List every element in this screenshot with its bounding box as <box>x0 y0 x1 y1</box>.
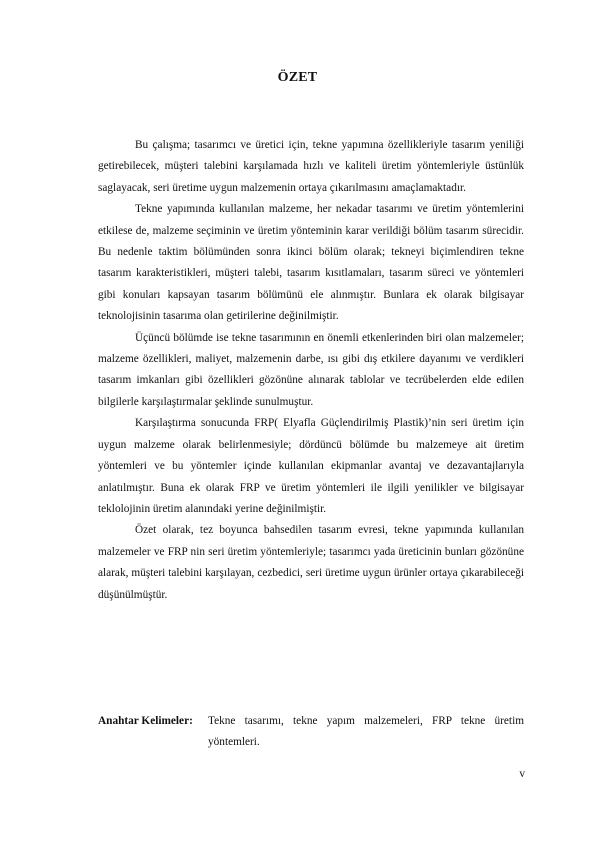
paragraph: Özet olarak, tez boyunca bahsedilen tasarım evresi, tekne yapımında kullanılan malzemeler ve FRP nin seri üretim yöntemleriyle; tasarımcı yada üreticinin bunları gözönüne alarak, müşteri talebini karşılayan, cezbedici, seri üretime uygun ürünler ortaya çıkarabileceği düşünülmüştür. <box>98 524 524 601</box>
page-number: v <box>519 768 525 780</box>
keywords-label: Anahtar Kelimeler: <box>98 715 193 727</box>
paragraph: Karşılaştırma sonucunda FRP( Elyafla Güçlendirilmiş Plastik)’nin seri üretim için uygun malzeme olarak belirlenmesiyle; dördüncü bölümde bu malzemeye ait üretim yöntemleri ve bu yöntemler içinde kullanılan ekipmanlar avantaj ve dezavantajlarıyla anlatılmıştır. Buna ek olarak FRP ve üretim yöntemleri ile ilgili yenilikler ve bilgisayar teklolojinin üretim alanındaki yerine değinilmiştir. <box>98 417 524 515</box>
paragraph: Tekne yapımında kullanılan malzeme, her nekadar tasarımı ve üretim yöntemlerini etkilese de, malzeme seçiminin ve üretim yönteminin karar verildiği bölüm tasarım sürecidir. Bu nedenle taktim bölümünden sonra ikinci bölüm olarak; tekneyi biçimlendiren tekne tasarım karakteristikleri, müşteri talebi, tasarım kısıtlamaları, tasarım süreci ve yöntemleri gibi konuları kapsayan tasarım bölümünü ele alınmıştır. Bunlara ek olarak bilgisayar teknolojisinin tasarıma olan getirilerine değinilmiştir. <box>98 203 524 323</box>
page-title: ÖZET <box>277 70 318 85</box>
paragraph: Üçüncü bölümde ise tekne tasarımının en önemli etkenlerinden biri olan malzemeler; malzeme özellikleri, maliyet, malzemenin darbe, ısı gibi dış etkilere dayanımı ve verdikleri tasarım imkanları gibi özellikleri gözönüne alınarak tablolar ve tecrübelerden elde edilen bilgilerle karşılaştırmalar şeklinde sunulmuştur. <box>98 331 524 408</box>
keywords-section <box>98 711 524 754</box>
paragraph: Bu çalışma; tasarımcı ve üretici için, tekne yapımına özellikleriyle tasarım yeniliği getirebilecek, müşteri talebini karşılamada hızlı ve kaliteli üretim yöntemleriyle üstünlük saglayacak, seri üretime uygun malzemenin ortaya çıkarılmasını amaçlamaktadır. <box>98 139 524 194</box>
keywords-text: Tekne tasarımı, tekne yapım malzemeleri, FRP tekne üretim yöntemleri. <box>208 715 524 749</box>
abstract-body <box>98 135 524 606</box>
